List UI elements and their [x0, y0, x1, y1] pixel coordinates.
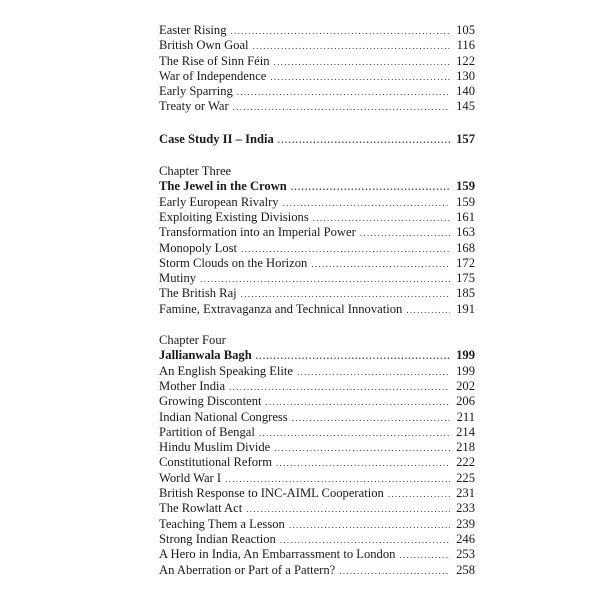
dot-leader — [406, 303, 450, 318]
toc-entry-page: 185 — [456, 286, 475, 301]
toc-entry-title: Mutiny — [159, 271, 197, 286]
toc-entry-page: 199 — [456, 348, 475, 363]
toc-entry-page: 130 — [456, 68, 475, 83]
toc-entry-title: Case Study II – India — [159, 131, 274, 146]
dot-leader — [292, 411, 450, 426]
toc-entry-title: British Response to INC-AIML Cooperation — [159, 486, 384, 501]
toc-entry-title: Early Sparring — [159, 84, 233, 99]
toc-entry-page: 231 — [456, 486, 475, 501]
dot-leader — [313, 211, 450, 226]
dot-leader — [233, 100, 450, 115]
dot-leader — [270, 70, 450, 85]
toc-entry-title: The Rise of Sinn Féin — [159, 53, 270, 68]
dot-leader — [241, 287, 450, 302]
toc-entry-page: 233 — [456, 501, 475, 516]
toc-entry-title: Jallianwala Bagh — [159, 348, 252, 363]
dot-leader — [241, 242, 450, 257]
toc-entry-page: 214 — [456, 424, 475, 439]
chapter-heading — [159, 179, 475, 194]
dot-leader — [274, 441, 450, 456]
dot-leader — [339, 564, 450, 579]
toc-entry-page: 211 — [456, 409, 475, 424]
toc-entry — [159, 471, 475, 486]
section-spacer — [159, 147, 475, 164]
toc-entry — [159, 99, 475, 114]
table-of-contents — [159, 23, 475, 578]
toc-entry — [159, 23, 475, 38]
toc-entry-page: 202 — [456, 378, 475, 393]
dot-leader — [231, 24, 450, 39]
toc-entry — [159, 517, 475, 532]
dot-leader — [246, 502, 450, 517]
toc-entry-title: Constitutional Reform — [159, 455, 272, 470]
toc-entry — [159, 69, 475, 84]
dot-leader — [259, 426, 450, 441]
toc-entry-title: A Hero in India, An Embarrassment to London — [159, 547, 396, 562]
toc-entry-title: Famine, Extravaganza and Technical Innovation — [159, 301, 403, 316]
dot-leader — [291, 180, 450, 195]
toc-entry-page: 163 — [456, 225, 475, 240]
dot-leader — [265, 395, 450, 410]
toc-entry — [159, 425, 475, 440]
toc-entry-page: 191 — [456, 301, 475, 316]
toc-entry-page: 122 — [456, 53, 475, 68]
toc-entry-title: Treaty or War — [159, 99, 229, 114]
dot-leader — [276, 456, 450, 471]
toc-entry — [159, 547, 475, 562]
toc-entry — [159, 532, 475, 547]
toc-entry — [159, 302, 475, 317]
toc-entry — [159, 286, 475, 301]
toc-entry-title: Easter Rising — [159, 23, 227, 37]
toc-entry — [159, 84, 475, 99]
toc-entry-title: The Jewel in the Crown — [159, 179, 287, 194]
toc-entry-title: Growing Discontent — [159, 394, 262, 409]
dot-leader — [256, 349, 450, 364]
toc-entry-title: Mother India — [159, 378, 226, 393]
chapter-heading — [159, 348, 475, 363]
toc-entry-title: Transformation into an Imperial Power — [159, 225, 356, 240]
dot-leader — [274, 55, 450, 70]
toc-entry-page: 105 — [456, 23, 475, 37]
toc-entry-title: War of Independence — [159, 68, 267, 83]
toc-entry — [159, 486, 475, 501]
toc-entry-title: The Rowlatt Act — [159, 501, 243, 516]
toc-entry — [159, 501, 475, 516]
dot-leader — [311, 257, 450, 272]
section-spacer — [159, 115, 475, 132]
toc-entry-title: An Aberration or Part of a Pattern? — [159, 562, 336, 577]
toc-entry — [159, 379, 475, 394]
toc-chapter-three — [159, 164, 475, 317]
dot-leader — [229, 380, 450, 395]
toc-entry-title: Strong Indian Reaction — [159, 531, 276, 546]
toc-entry — [159, 364, 475, 379]
toc-entry-page: 258 — [456, 562, 475, 577]
toc-entry — [159, 38, 475, 53]
toc-entry — [159, 271, 475, 286]
dot-leader — [237, 85, 450, 100]
toc-entry-page: 199 — [456, 363, 475, 378]
toc-entry-page: 225 — [456, 470, 475, 485]
toc-entry-page: 145 — [456, 99, 475, 114]
toc-entry-page: 239 — [456, 516, 475, 531]
chapter-label: Chapter Three — [159, 164, 232, 179]
toc-entry — [159, 225, 475, 240]
dot-leader — [253, 39, 450, 54]
toc-entry-page: 140 — [456, 84, 475, 99]
section-spacer — [159, 317, 475, 333]
toc-entry — [159, 210, 475, 225]
dot-leader — [360, 226, 450, 241]
toc-chapter-four — [159, 333, 475, 578]
dot-leader — [225, 472, 450, 487]
toc-entry-title: British Own Goal — [159, 38, 249, 53]
toc-entry-title: World War I — [159, 470, 222, 485]
dot-leader — [278, 133, 450, 148]
dot-leader — [297, 365, 450, 380]
toc-entry-title: Indian National Congress — [159, 409, 288, 424]
toc-entry-page: 161 — [456, 209, 475, 224]
toc-entry-page: 206 — [456, 394, 475, 409]
toc-entry — [159, 394, 475, 409]
toc-entry-title: An English Speaking Elite — [159, 363, 293, 378]
toc-entry — [159, 54, 475, 69]
toc-entry-page: 246 — [456, 531, 475, 546]
toc-entry-title: Partition of Bengal — [159, 424, 255, 439]
case-study-heading — [159, 132, 475, 147]
toc-entry-page: 116 — [456, 38, 475, 53]
toc-entry-page: 159 — [456, 194, 475, 209]
toc-entry — [159, 563, 475, 578]
toc-entry — [159, 256, 475, 271]
toc-entry-page: 222 — [456, 455, 475, 470]
toc-entry — [159, 241, 475, 256]
toc-entry-page: 253 — [456, 547, 475, 562]
toc-entry-title: Early European Rivalry — [159, 194, 279, 209]
dot-leader — [280, 533, 450, 548]
toc-entry-page: 168 — [456, 240, 475, 255]
toc-entry-title: Monopoly Lost — [159, 240, 238, 255]
toc-entry-title: The British Raj — [159, 286, 237, 301]
toc-entry-title: Storm Clouds on the Horizon — [159, 255, 308, 270]
toc-entry-page: 172 — [456, 255, 475, 270]
toc-entry-page: 175 — [456, 271, 475, 286]
toc-entry-page: 157 — [456, 131, 475, 146]
toc-entry-title: Teaching Them a Lesson — [159, 516, 285, 531]
toc-section-top — [159, 23, 475, 115]
toc-entry — [159, 410, 475, 425]
toc-entry — [159, 195, 475, 210]
dot-leader — [388, 487, 450, 502]
dot-leader — [283, 196, 450, 211]
chapter-label: Chapter Four — [159, 333, 226, 348]
dot-leader — [200, 272, 450, 287]
toc-entry — [159, 455, 475, 470]
toc-entry-title: Exploiting Existing Divisions — [159, 209, 309, 224]
toc-entry-title: Hindu Muslim Divide — [159, 440, 271, 455]
toc-entry-page: 218 — [456, 440, 475, 455]
toc-entry — [159, 440, 475, 455]
dot-leader — [289, 518, 450, 533]
toc-entry-page: 159 — [456, 179, 475, 194]
dot-leader — [399, 548, 450, 563]
